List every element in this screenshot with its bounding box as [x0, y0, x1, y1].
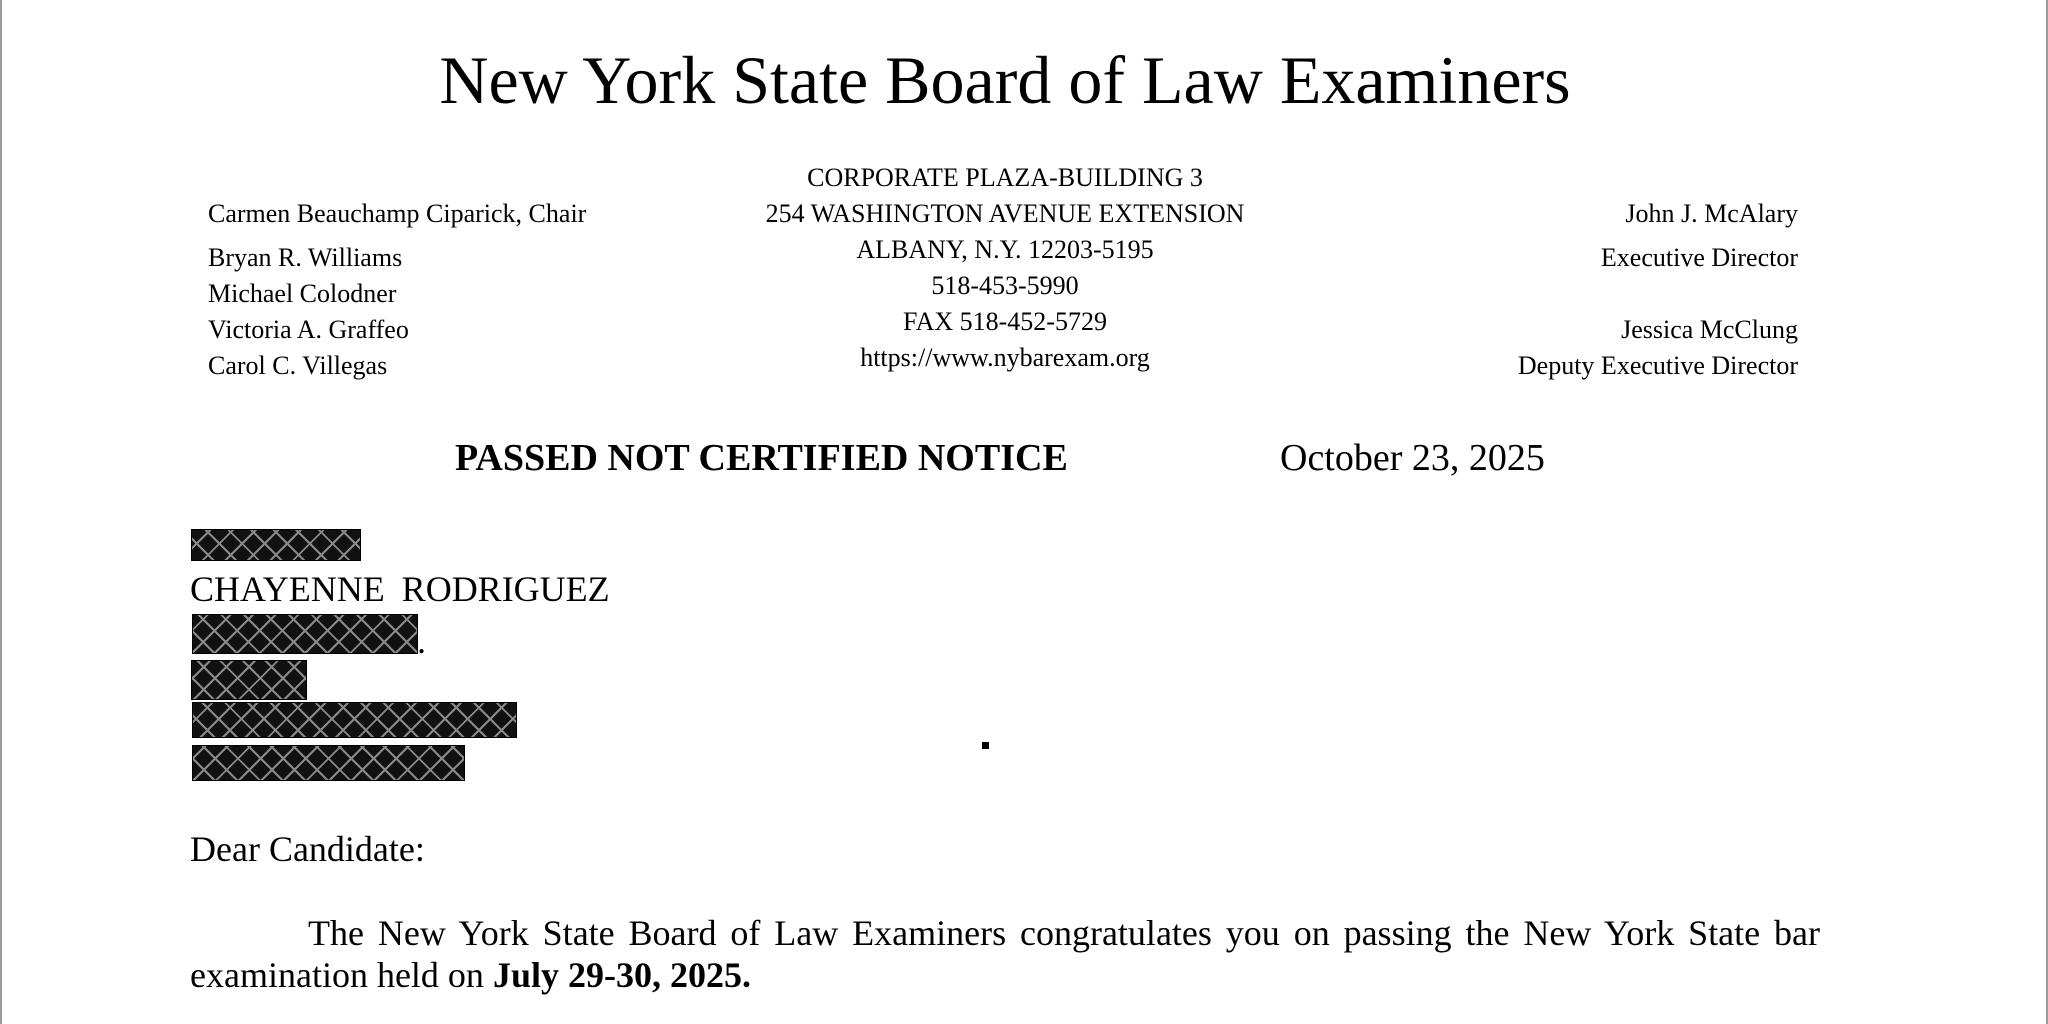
redacted-line-period: . — [417, 621, 426, 661]
redaction-block — [191, 660, 307, 700]
board-member: Bryan R. Williams — [208, 243, 403, 272]
address-line: CORPORATE PLAZA-BUILDING 3 — [807, 163, 1203, 192]
board-member: Victoria A. Graffeo — [208, 315, 409, 344]
notice-date: October 23, 2025 — [1280, 437, 1545, 479]
redaction-block — [191, 529, 361, 561]
executive-director-title: Executive Director — [1600, 243, 1798, 272]
page-edge-left — [0, 0, 2, 1024]
redaction-block — [192, 614, 418, 654]
paragraph-line-1 — [190, 912, 1820, 954]
board-member: Michael Colodner — [208, 279, 397, 308]
notice-title: PASSED NOT CERTIFIED NOTICE — [455, 437, 1068, 479]
paragraph-text: The New York State Board of Law Examiners congratulates you on passing the New York State bar — [308, 913, 1820, 953]
phone-number: 518-453-5990 — [931, 271, 1079, 300]
paragraph-line-2: examination held on — [190, 955, 493, 995]
address-line: 254 WASHINGTON AVENUE EXTENSION — [765, 199, 1245, 228]
deputy-director-name: Jessica McClung — [1621, 315, 1798, 344]
letterhead-title: New York State Board of Law Examiners — [439, 42, 1571, 118]
letter-body-paragraph — [190, 912, 1820, 996]
redaction-block — [192, 702, 517, 738]
executive-director-name: John J. McAlary — [1625, 199, 1798, 228]
board-member: Carol C. Villegas — [208, 351, 388, 380]
fax-number: FAX 518-452-5729 — [903, 307, 1107, 336]
salutation: Dear Candidate: — [190, 829, 425, 869]
recipient-name: CHAYENNE RODRIGUEZ — [190, 569, 610, 609]
deputy-director-title: Deputy Executive Director — [1517, 351, 1798, 380]
board-member-chair: Carmen Beauchamp Ciparick, Chair — [208, 199, 587, 228]
website-link[interactable]: https://www.nybarexam.org — [860, 343, 1150, 372]
exam-dates: July 29-30, 2025 — [492, 955, 742, 995]
address-line: ALBANY, N.Y. 12203-5195 — [856, 235, 1154, 264]
redaction-block — [192, 745, 465, 781]
paragraph-end: . — [741, 955, 751, 995]
stray-mark — [982, 742, 989, 749]
